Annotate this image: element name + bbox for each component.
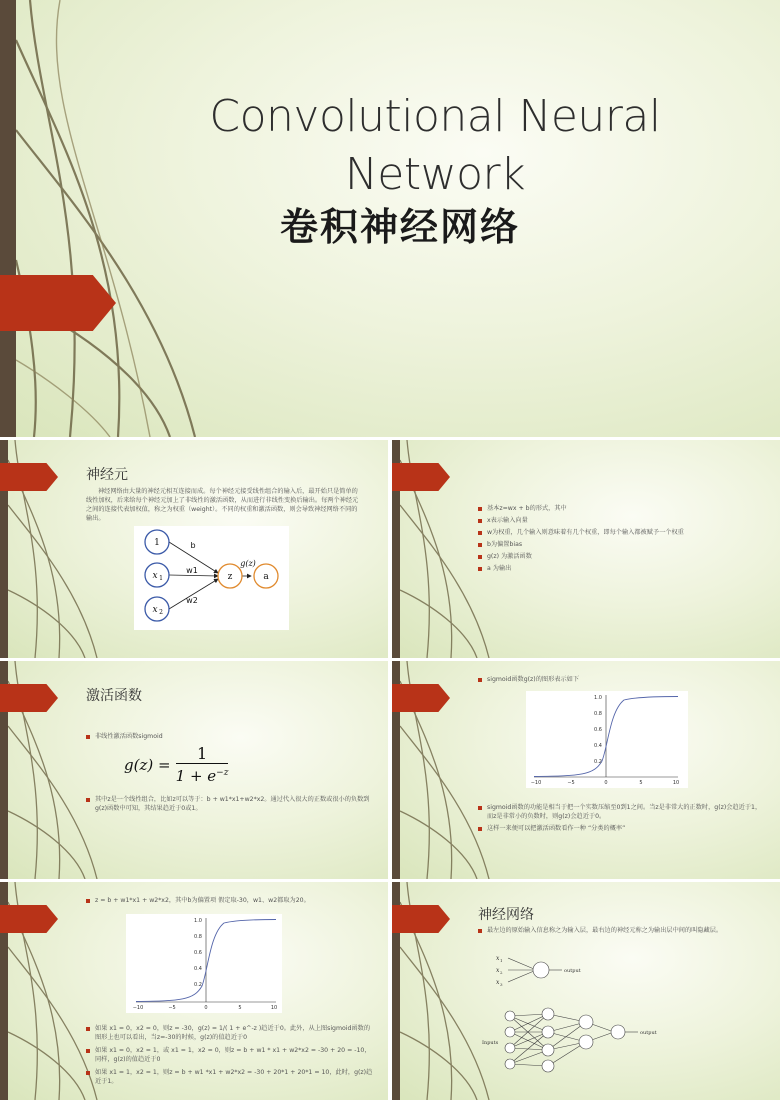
edge-w2: w2 (186, 596, 198, 605)
input-x1: x (496, 955, 500, 962)
title-chinese: 卷积神经网络 (279, 205, 520, 249)
y-tick: 0.6 (594, 727, 602, 733)
formula-denominator: $1 + e^{-z}$ (175, 767, 229, 785)
node-x2-sub: 2 (159, 609, 163, 616)
bullet-5: g(z) 为激活函数 (478, 552, 768, 561)
x-tick: 5 (639, 780, 643, 786)
y-tick: 1.0 (594, 695, 602, 701)
y-tick: 0.4 (594, 743, 602, 749)
bullet-4: b为偏置bias (478, 540, 768, 549)
network-diagram (478, 946, 768, 1096)
bullet-6: a 为输出 (478, 564, 768, 573)
y-tick: 1.0 (194, 918, 202, 924)
edge-b: b (190, 541, 196, 550)
x-tick: 10 (672, 780, 680, 786)
network-edges (510, 1014, 638, 1066)
network-slide (392, 882, 780, 1100)
x-tick: −5 (567, 780, 575, 786)
accent-arrow (392, 463, 450, 491)
y-tick: 0.4 (194, 966, 202, 972)
formula-slide (392, 440, 780, 658)
example-slide (0, 882, 388, 1100)
x-tick: −10 (530, 780, 542, 786)
x-tick: −5 (168, 1005, 176, 1011)
bullet-case-2: 如果 x1 = 0，x2 = 1，或 x1 = 1，x2 = 0，则z = b + w1 * x1 + w2*x2 = -30 + 20 = -10，同样，g(z)的值趋近于0 (86, 1046, 374, 1064)
node-x1-sub: 1 (159, 575, 163, 582)
bullet-linear: 其中z是一个线性组合，比如z可以等于：b + w1*x1+w2*x2。通过代入很大的正数或很小的负数到g(z)函数中可知，其结果趋近于0或1。 (86, 795, 370, 813)
bullet-case-1: 如果 x1 = 0，x2 = 0，则z = -30，g(z) = 1/( 1 + e^-z )趋近于0。此外，从上图sigmoid函数的图形上也可以看出，当z=-30的时候，g(z)的值趋近于0 (86, 1024, 374, 1042)
cover-slide (0, 0, 780, 437)
node-1: 1 (154, 538, 160, 548)
y-tick: 0.8 (594, 711, 602, 717)
slide-title: 激活函数 (86, 688, 142, 704)
slide-title: 神经网络 (478, 907, 534, 923)
y-tick: 0.8 (194, 934, 202, 940)
sigmoid-formula (124, 745, 228, 785)
sigmoid-plot (126, 914, 282, 1013)
sigmoid-chart-2 (126, 914, 282, 1013)
x-tick: 10 (270, 1005, 278, 1011)
edge-gz: g(z) (240, 559, 256, 568)
bullet-2: x表示输入向量 (478, 516, 768, 525)
node-x1: x (152, 571, 158, 581)
y-tick: 0.2 (194, 982, 202, 988)
title-english: Convolutional Neural Network (209, 91, 661, 200)
sigmoid-plot (526, 691, 688, 788)
x-tick: 0 (204, 1005, 208, 1011)
bullet-sigmoid: 非线性激活函数sigmoid (86, 732, 366, 741)
y-tick: 0.6 (194, 950, 202, 956)
bullet-plot-intro: sigmoid函数g(z)的图形表示如下 (478, 675, 758, 684)
edge-w1: w1 (186, 566, 198, 575)
accent-arrow (0, 463, 58, 491)
x-tick: 0 (604, 780, 608, 786)
accent-arrow (392, 684, 450, 712)
accent-arrow (392, 905, 450, 933)
bullet-case-3: 如果 x1 = 1，x2 = 1，则z = b + w1 *x1 + w2*x2 = -30 + 20*1 + 20*1 = 10，此时，g(z)趋近于1。 (86, 1068, 374, 1086)
input-x2: x (496, 967, 500, 974)
inputs-label: Inputs (482, 1040, 499, 1046)
formula-numerator: 1 (176, 745, 229, 764)
accent-arrow (0, 905, 58, 933)
bullet-probability: 这样一来便可以把激活函数看作一种 “分类的概率” (478, 824, 764, 833)
formula-fraction (176, 745, 229, 785)
grass-decoration (392, 440, 780, 658)
slide-title: 神经元 (86, 467, 128, 483)
bullet-example: z = b + w1*x1 + w2*x2，其中b为偏置项 假定取-30，w1、w2都取为20。 (86, 896, 376, 905)
input-x3: x (496, 979, 500, 986)
left-bar (0, 0, 16, 437)
input-x3-sub: 3 (500, 982, 503, 987)
node-a: a (263, 572, 269, 582)
neuron-graph (134, 526, 289, 630)
formula-lhs: g(z) = (124, 756, 171, 774)
output-label-single: output (564, 968, 581, 974)
accent-arrow (0, 684, 58, 712)
activation-slide (0, 661, 388, 879)
output-label-network: output (640, 1030, 657, 1036)
x-tick: −10 (132, 1005, 144, 1011)
bullet-layers: 最左边的原始输入信息称之为输入层，最右边的神经元称之为输出层中间的叫隐藏层。 (478, 926, 758, 935)
input-x2-sub: 2 (500, 970, 503, 975)
neuron-slide (0, 440, 388, 658)
bullet-1: 基本z=wx + b的形式，其中 (478, 504, 768, 513)
neuron-diagram (134, 526, 289, 630)
y-tick: 0.2 (594, 759, 602, 765)
node-z: z (227, 572, 233, 582)
sigmoid-chart-1 (526, 691, 688, 788)
x-tick: 5 (238, 1005, 242, 1011)
bullet-3: w为权重，几个输入则意味着有几个权重，即每个输入都被赋予一个权重 (478, 528, 768, 537)
accent-arrow (0, 275, 116, 331)
bullet-compress: sigmoid函数的功能是相当于把一个实数压缩至0到1之间。当z是非常大的正数时，g(z)会趋近于1，而z是非常小的负数时，则g(z)会趋近于0。 (478, 803, 764, 821)
sigmoid-slide (392, 661, 780, 879)
node-x2: x (152, 605, 158, 615)
neuron-description: 神经网络由大量的神经元相互连接而成。每个神经元接受线性组合的输入后，最开始只是简单的线性加权，后来给每个神经元加上了非线性的激活函数，从而进行非线性变换后输出。每两个神经元之间的连接代表加权值，称之为权重（weight）。不同的权重和激活函数，则会导致神经网络不同的输出。 (86, 488, 359, 522)
input-x1-sub: 1 (500, 958, 503, 963)
